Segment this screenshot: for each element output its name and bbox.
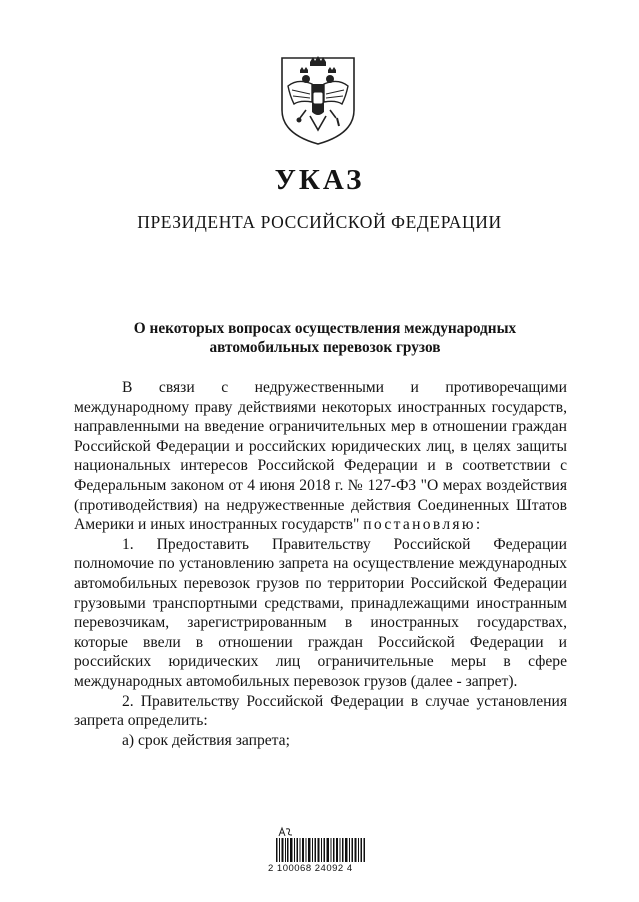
preamble-paragraph [74,378,567,535]
heading-line: автомобильных перевозок грузов [209,339,441,356]
item-2-paragraph: 2. Правительству Российской Федерации в случае установления запрета определить: [74,692,567,730]
decree-word: постановляю: [363,516,483,534]
decree-heading [100,319,550,357]
barcode-number: 2 100068 24092 4 [268,863,353,874]
document-type-title: УКАЗ [274,164,365,196]
item-1-paragraph: 1. Предоставить Правительству Российской Федерации полномочие по установлению запрета на осуществление международных автомобильных перевозок грузов по территории Российской Федерации грузовыми транспортными средствами, принадлежащими иностранным перевозчикам, зарегистрированным в иностранных государствах, которые ввели в отношении граждан Российской Федерации и российских юридических лиц ограничительные меры в сфере международных автомобильных перевозок грузов (далее - запрет). [74,535,567,690]
decree-body [74,378,567,750]
issuer-subtitle: ПРЕЗИДЕНТА РОССИЙСКОЙ ФЕДЕРАЦИИ [137,212,502,232]
heading-line: О некоторых вопросах осуществления международных [133,320,517,337]
item-2a-paragraph: а) срок действия запрета; [122,731,290,749]
preamble-text: В связи с недружественными и противоречащими международному праву действиями некоторых иностранных государств, направленными на введение ограничительных мер в отношении граждан Российской Федерации и российских юридических лиц, в целях защиты национальных интересов Российской Федерации и в соответствии с Федеральным законом от 4 июня 2018 г. № 127-ФЗ "О мерах воздействия (противодействия) на недружественные действия Соединенных Штатов Америки и иных иностранных государств" [74,379,567,534]
coat-of-arms-icon [276,52,360,148]
handwritten-initials-icon [278,826,294,838]
